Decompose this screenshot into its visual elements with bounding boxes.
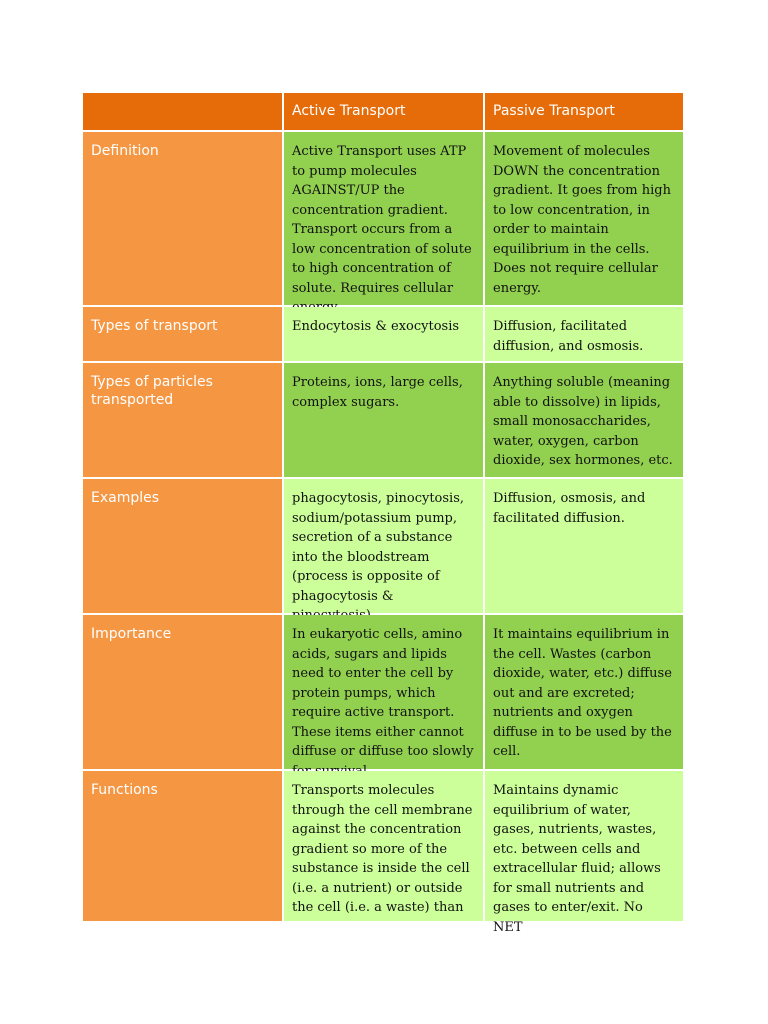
row-label-examples: Examples (83, 479, 282, 613)
transport-comparison-table (83, 93, 683, 935)
importance-active-cell: In eukaryotic cells, amino acids, sugars and lipids need to enter the cell by protein pumps, which require active transport. These items either cannot diffuse or diffuse too slowly (284, 615, 483, 769)
examples-passive-cell: Diffusion, osmosis, and facilitated diffusion. (485, 479, 683, 613)
row-label-definition: Definition (83, 132, 282, 305)
types-of-particles-passive-cell: Anything soluble (meaning able to dissolve) in lipids, small monosaccharides, water, oxygen, carbon dioxide, sex hormones, etc. (485, 363, 683, 477)
row-label-importance: Importance (83, 615, 282, 769)
definition-passive-cell: Movement of molecules DOWN the concentration gradient. It goes from high to low concentration, in order to maintain equilibrium in the cells. Does not require cellular energy. (485, 132, 683, 305)
types-of-particles-active-cell: Proteins, ions, large cells, complex sugars. (284, 363, 483, 477)
definition-active-cell: Active Transport uses ATP to pump molecules AGAINST/UP the concentration gradient. Transport occurs from a low concentration of solute to high concentration of solute. Requires cellular (284, 132, 483, 305)
importance-passive-cell: It maintains equilibrium in the cell. Wastes (carbon dioxide, water, etc.) diffuse out and are excreted; nutrients and oxygen diffuse in to be used by the cell. (485, 615, 683, 769)
row-label-types-of-particles: Types of particles transported (83, 363, 282, 477)
types-of-transport-passive-cell: Diffusion, facilitated diffusion, and osmosis. (485, 307, 683, 361)
header-cell-empty (83, 93, 282, 130)
functions-passive-cell: Maintains dynamic equilibrium of water, gases, nutrients, wastes, etc. between cells and extracellular fluid; allows for small nutrients and gases to enter/exit. No NET (485, 771, 683, 921)
row-label-types-of-transport: Types of transport (83, 307, 282, 361)
types-of-transport-active-cell: Endocytosis & exocytosis (284, 307, 483, 361)
header-cell-active: Active Transport (284, 93, 483, 130)
row-label-functions: Functions (83, 771, 282, 921)
header-cell-passive: Passive Transport (485, 93, 683, 130)
functions-active-cell: Transports molecules through the cell membrane against the concentration gradient so more of the substance is inside the cell (i.e. a nutrient) or outside the cell (i.e. a waste) than (284, 771, 483, 921)
examples-active-cell: phagocytosis, pinocytosis, sodium/potassium pump, secretion of a substance into the bloodstream (process is opposite of phagocytosis & (284, 479, 483, 613)
